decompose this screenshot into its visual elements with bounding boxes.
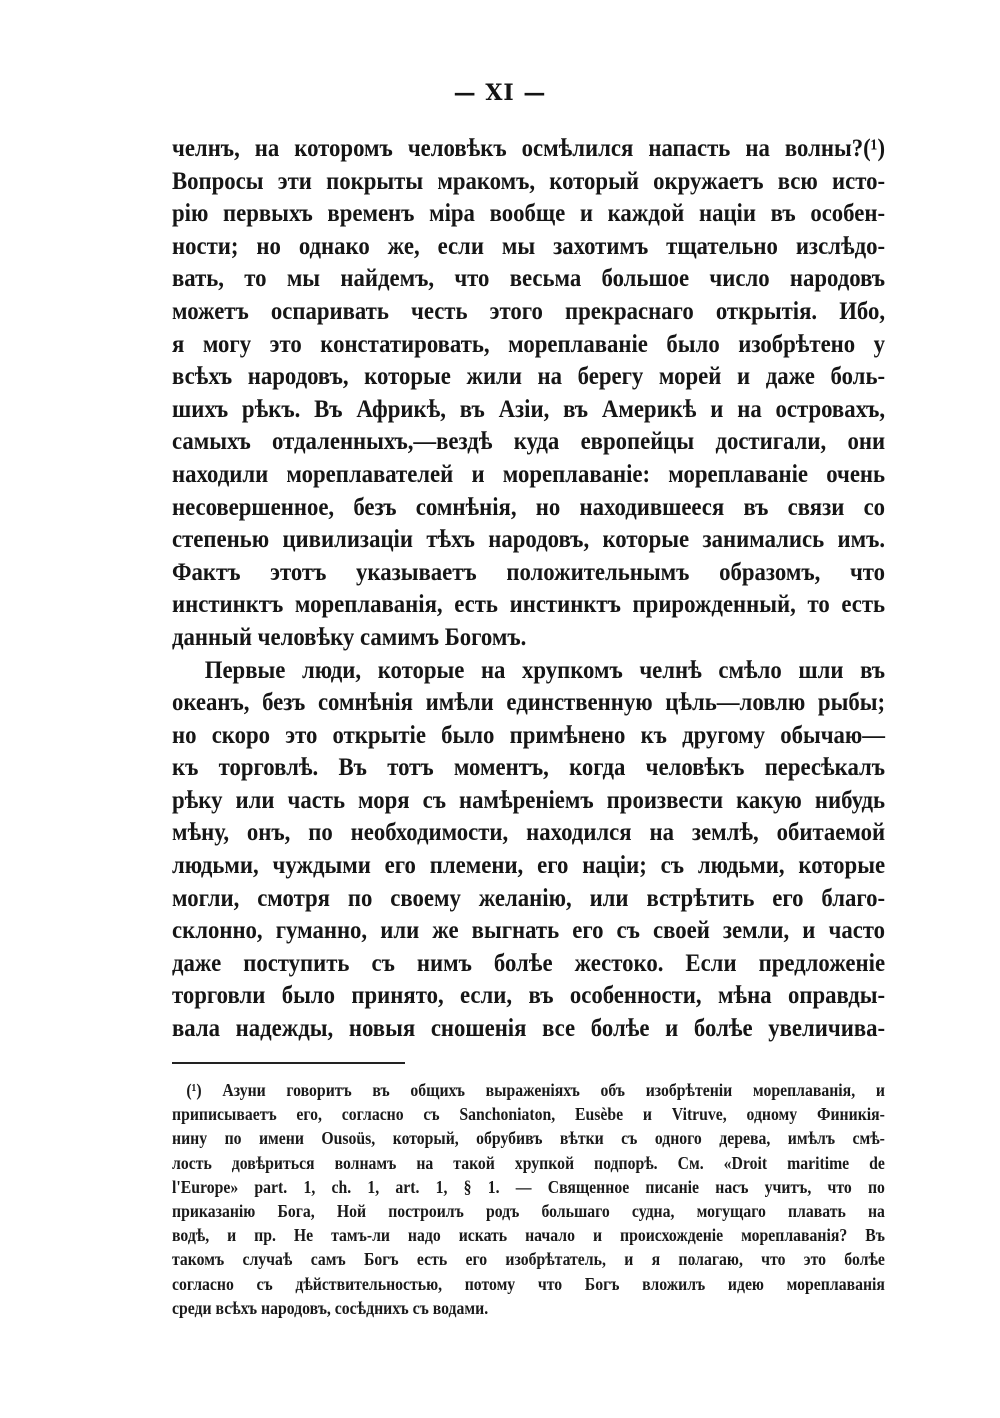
text-line: ности; но однако же, если мы захотимъ тщательно изслѣдо-	[172, 232, 886, 260]
paragraph-start-line: Первые люди, которые на хрупкомъ челнѣ смѣло шли въ	[204, 656, 886, 684]
text-line: вать, то мы найдемъ, что весьма большое число народовъ	[172, 265, 886, 293]
footnote-line: (¹) Азуни говоритъ въ общихъ выраженіяхъ объ изобрѣтеніи мореплаванія, и	[186, 1080, 885, 1100]
text-line: степенью цивилизаціи тѣхъ народовъ, которые занимались имъ.	[172, 526, 886, 554]
text-line: океанъ, безъ сомнѣнія имѣли единственную цѣль—ловлю рыбы;	[172, 689, 886, 717]
footnote-line: лость довѣриться волнамъ на такой хрупкой подпорѣ. См. «Droit maritime de	[172, 1152, 885, 1173]
text-line: несовершенное, безъ сомнѣнія, но находившееся въ связи со	[172, 493, 886, 521]
footnote-line: приказанію Бога, Ной построилъ родъ большаго судна, могущаго плавать на	[172, 1200, 885, 1221]
text-line: находили мореплавателей и мореплаваніе: мореплаваніе очень	[172, 460, 886, 488]
text-line: можетъ оспаривать честь этого прекраснаго открытія. Ибо,	[172, 297, 886, 325]
text-line: къ торговлѣ. Въ тотъ моментъ, когда человѣкъ пересѣкалъ	[172, 754, 886, 782]
text-line: но скоро это открытіе было примѣнено къ другому обычаю—	[172, 721, 886, 749]
text-line: инстинктъ мореплаванія, есть инстинктъ прирожденный, то есть	[172, 591, 886, 619]
text-line: торговли было принято, если, въ особенности, мѣна оправды-	[172, 982, 886, 1010]
footnote-line: l'Europe» part. 1, ch. 1, art. 1, § 1. — Священное писаніе насъ учитъ, что по	[172, 1176, 885, 1197]
footnote	[172, 1078, 885, 1320]
text-line: людьми, чуждыми его племени, его націи; съ людьми, которые	[172, 852, 886, 880]
footnote-line: среди всѣхъ народовъ, сосѣднихъ съ водами.	[172, 1297, 489, 1318]
footnote-line: нину по имени Ousoüs, который, обрубивъ вѣтки съ одного дерева, имѣлъ смѣ-	[172, 1128, 885, 1149]
text-line: могли, смотря по своему желанію, или встрѣтить его благо-	[172, 884, 886, 912]
footnote-line: такомъ случаѣ самъ Богъ есть его изобрѣтатель, и я полагаю, что это болѣе	[172, 1249, 885, 1270]
paragraph-end-line: данный человѣку самимъ Богомъ.	[172, 623, 527, 651]
text-line: вала надежды, новыя сношенія все болѣе и болѣе увеличива-	[172, 1015, 886, 1043]
text-line: рію первыхъ временъ міра вообще и каждой націи въ особен-	[172, 200, 886, 228]
footnote-line: приписываетъ его, согласно съ Sanchoniaton, Eusèbe и Vitruve, одному Финикія-	[172, 1104, 885, 1125]
text-line: склонно, гуманно, или же выгнать его съ своей земли, и часто	[172, 917, 886, 945]
footnote-divider	[172, 1062, 405, 1064]
text-line: Вопросы эти покрыты мракомъ, который окружаетъ всю исто-	[172, 167, 886, 195]
text-line: шихъ рѣкъ. Въ Африкѣ, въ Азіи, въ Америкѣ и на островахъ,	[172, 395, 886, 423]
text-line: Фактъ этотъ указываетъ положительнымъ образомъ, что	[172, 558, 886, 586]
main-text	[172, 133, 885, 1046]
text-line: всѣхъ народовъ, которые жили на берегу морей и даже боль-	[172, 363, 886, 391]
text-line: даже поступить съ нимъ болѣе жестоко. Если предложеніе	[172, 949, 886, 977]
footnote-line: водѣ, и пр. Не тамъ-ли надо искать начало и происхожденіе мореплаванія? Въ	[172, 1225, 885, 1246]
text-line: я могу это констатировать, мореплаваніе было изобрѣтено у	[172, 330, 886, 358]
text-line: рѣку или часть моря съ намѣреніемъ произвести какую нибудь	[172, 786, 886, 814]
text-line: самыхъ отдаленныхъ,—вездѣ куда европейцы достигали, они	[172, 428, 886, 456]
page-number: — XI —	[453, 80, 547, 106]
text-line: мѣну, онъ, по необходимости, находился на землѣ, обитаемой	[172, 819, 886, 847]
text-line: челнъ, на которомъ человѣкъ осмѣлился напасть на волны?(¹)	[172, 135, 886, 162]
footnote-line: согласно съ дѣйствительностью, потому что Богъ вложилъ идею мореплаванія	[172, 1273, 885, 1294]
